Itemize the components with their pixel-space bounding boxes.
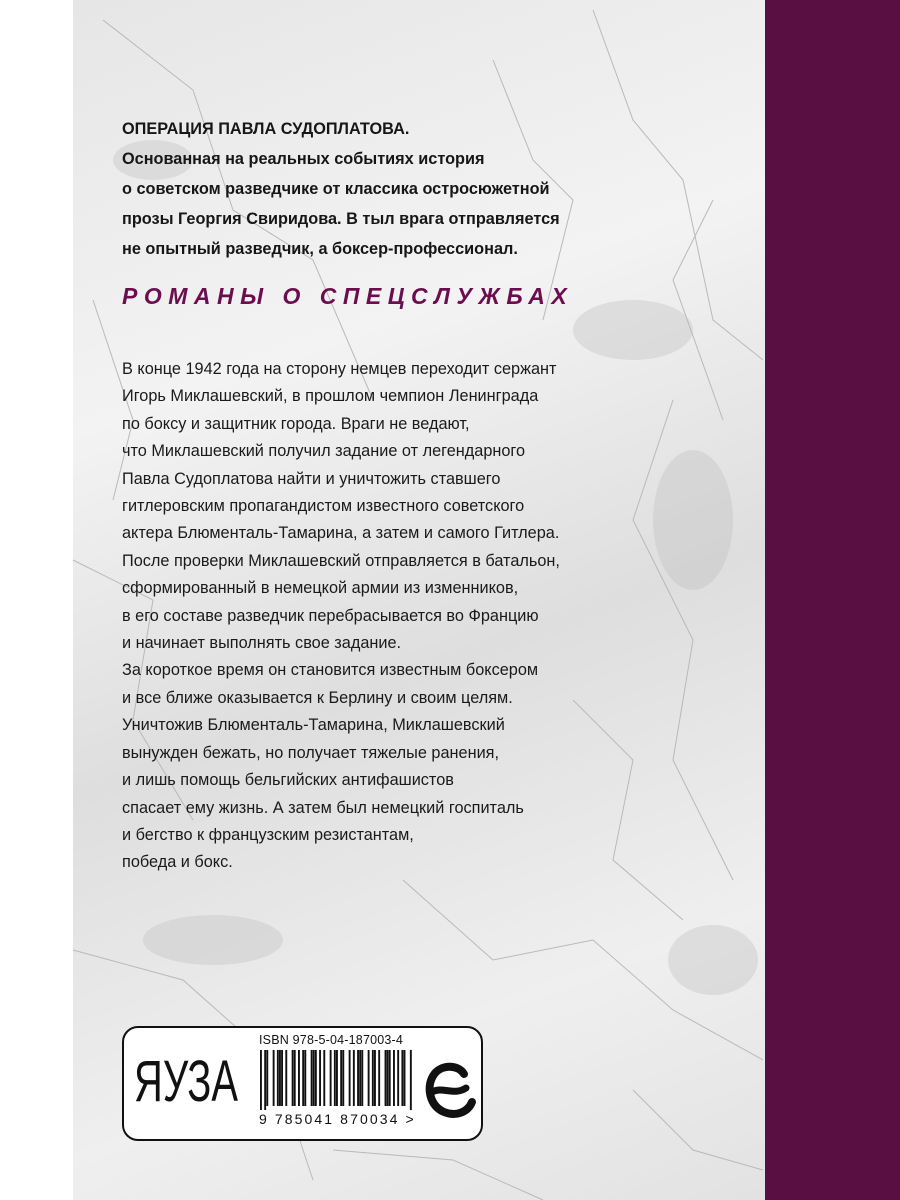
barcode-bar [304, 1050, 306, 1106]
annotation-line: спасает ему жизнь. А затем был немецкий госпиталь [122, 798, 524, 817]
annotation-line: и начинает выполнять свое задание. [122, 634, 402, 653]
barcode-bar [336, 1050, 338, 1106]
annotation-line: и бегство к французским резистантам, [122, 825, 414, 844]
barcode-bar [378, 1050, 380, 1106]
barcode-bar [279, 1050, 281, 1106]
barcode-bar [387, 1050, 389, 1106]
barcode-bar [353, 1050, 355, 1106]
yauza-logo-icon [132, 1043, 242, 1115]
annotation-line: Уничтожив Блюменталь-Тамарина, Миклашевский [122, 716, 505, 735]
barcode-bar [342, 1050, 344, 1106]
annotation-line: и лишь помощь бельгийских антифашистов [122, 771, 454, 790]
barcode-bar [385, 1050, 387, 1106]
annotation-line: сформированный в немецкой армии из изменников, [122, 579, 519, 598]
barcode-bar [410, 1050, 412, 1110]
intro-text [122, 114, 592, 264]
barcode-bar [273, 1050, 275, 1106]
barcode-bar [340, 1050, 342, 1106]
series-title: РОМАНЫ О СПЕЦСЛУЖБАХ [122, 283, 574, 309]
barcode-bar [397, 1050, 399, 1106]
intro-line: ОПЕРАЦИЯ ПАВЛА СУДОПЛАТОВА. [122, 120, 410, 138]
annotation-line: После проверки Миклашевский отправляется в батальон, [122, 551, 560, 570]
barcode-bar [330, 1050, 332, 1106]
barcode-bar [389, 1050, 391, 1106]
barcode-bar [281, 1050, 283, 1106]
barcode-bar [319, 1050, 321, 1106]
barcode-bar [264, 1050, 266, 1110]
book-spine [765, 0, 900, 1200]
barcode-bar [404, 1050, 406, 1106]
annotation-line: гитлеровским пропагандистом известного советского [122, 497, 525, 516]
barcode-bar [393, 1050, 395, 1106]
intro-line: прозы Георгия Свиридова. В тыл врага отправляется [122, 210, 560, 228]
annotation-line: в его составе разведчик перебрасывается во Францию [122, 606, 539, 625]
barcode-bar [277, 1050, 279, 1106]
barcode-bar [361, 1050, 363, 1106]
barcode-bar [266, 1050, 268, 1106]
intro-line: не опытный разведчик, а боксер-профессионал. [122, 240, 518, 258]
barcode-bar [368, 1050, 370, 1106]
barcode-bar [372, 1050, 374, 1106]
annotation-line: В конце 1942 года на сторону немцев переходит сержант [122, 360, 557, 378]
barcode-digits: 9 785041 870034 > [259, 1111, 416, 1127]
barcode-bar [357, 1050, 359, 1106]
barcode-bar [302, 1050, 304, 1106]
annotation-text [122, 356, 592, 877]
barcode-bar [260, 1050, 262, 1110]
yauza-logo-text: ЯУЗА [134, 1049, 239, 1114]
annotation-line: по боксу и защитник города. Враги не ведают, [122, 414, 470, 433]
barcode-bar [334, 1050, 336, 1106]
barcode-bar [294, 1050, 296, 1106]
barcode-bar [323, 1050, 325, 1106]
eksmo-logo-icon [420, 1054, 478, 1126]
barcode-bar [359, 1050, 361, 1106]
annotation-line: За короткое время он становится известным боксером [122, 661, 539, 680]
barcode-bar [349, 1050, 351, 1106]
barcode-bar [313, 1050, 315, 1106]
annotation-line: актера Блюменталь-Тамарина, а затем и самого Гитлера. [122, 524, 560, 543]
annotation-line: и все ближе оказывается к Берлину и своим целям. [122, 688, 513, 707]
annotation-line: победа и бокс. [122, 853, 233, 872]
barcode-bar [374, 1050, 376, 1106]
barcode-bar [292, 1050, 294, 1106]
barcode-bar [315, 1050, 317, 1106]
barcode-icon [260, 1050, 412, 1110]
intro-line: Основанная на реальных событиях история [122, 150, 485, 168]
annotation-line: что Миклашевский получил задание от легендарного [122, 442, 526, 461]
barcode-bar [285, 1050, 287, 1106]
barcode-bar [401, 1050, 403, 1106]
annotation-line: вынужден бежать, но получает тяжелые ранения, [122, 743, 500, 762]
isbn-number: ISBN 978-5-04-187003-4 [259, 1033, 404, 1047]
barcode-bar [298, 1050, 300, 1106]
annotation-line: Павла Судоплатова найти и уничтожить ставшего [122, 469, 501, 488]
intro-line: о советском разведчике от классика остросюжетной [122, 180, 550, 198]
barcode-bar [311, 1050, 313, 1106]
annotation-line: Игорь Миклашевский, в прошлом чемпион Ленинграда [122, 387, 539, 406]
